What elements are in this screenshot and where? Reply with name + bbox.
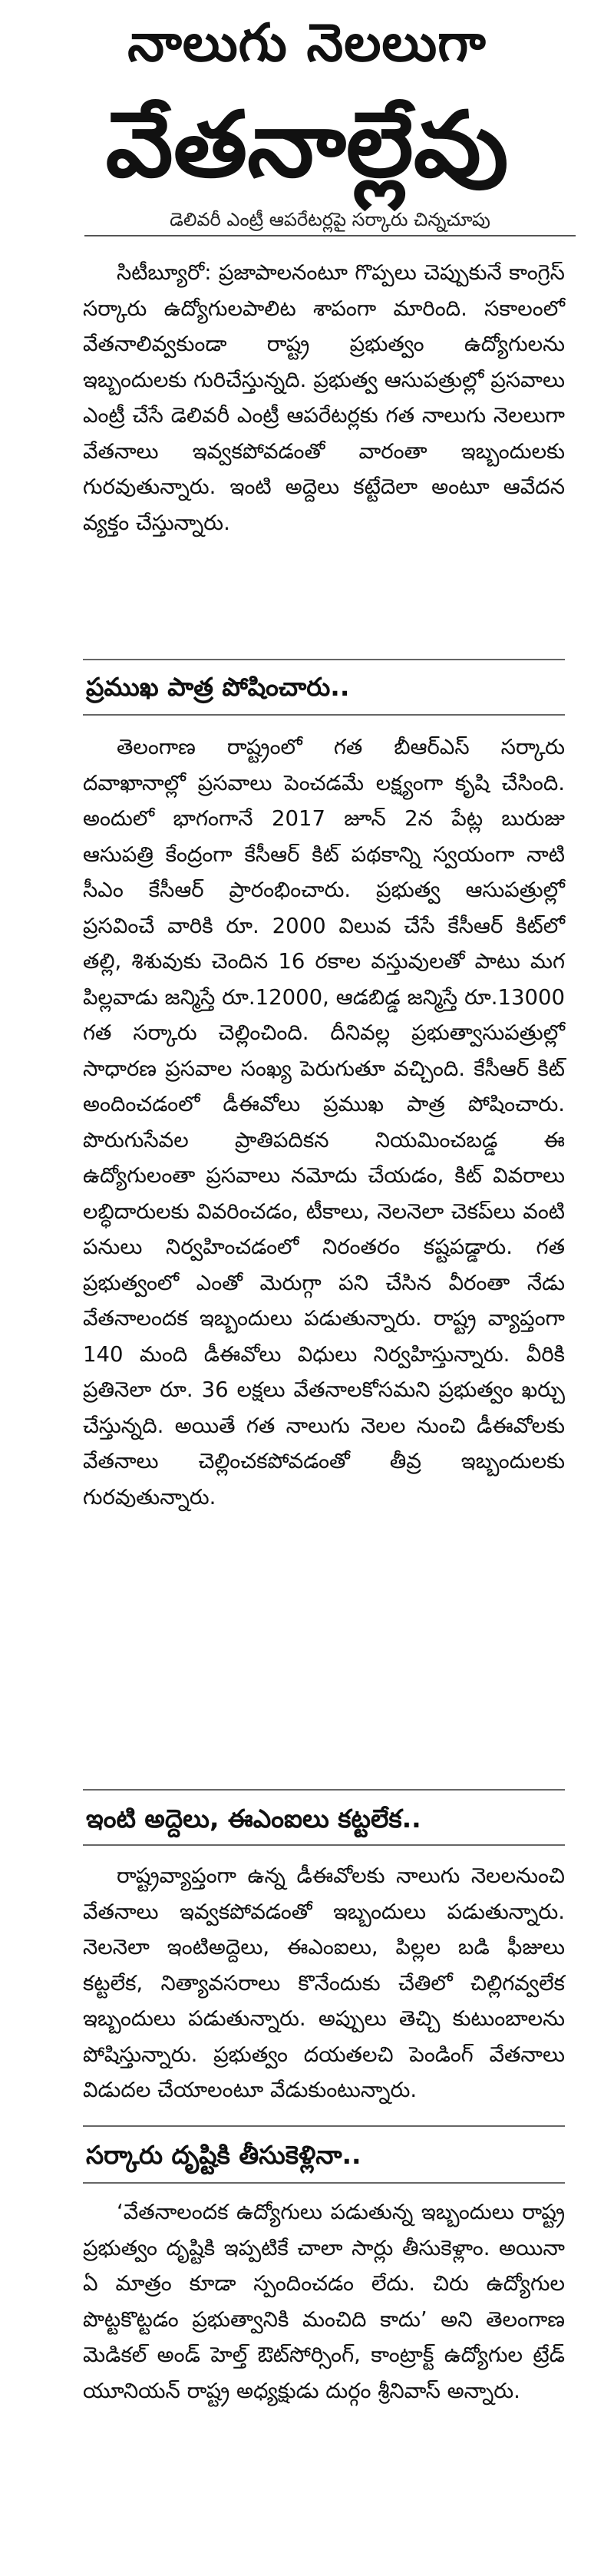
subhead-3: సర్కారు దృష్టికి తీసుకెళ్లినా.. — [86, 2140, 361, 2170]
headline-kicker: నాలుగు నెలలుగా — [127, 13, 487, 74]
subhead-divider-bottom — [83, 714, 565, 716]
subhead-divider-top — [83, 659, 565, 660]
body-paragraph-3: రాష్ట్రవ్యాప్తంగా ఉన్న డీఈవోలకు నాలుగు నెలలనుంచి వేతనాలు ఇవ్వకపోవడంతో ఇబ్బందులు పడుతున్నారు. నెలనెలా ఇంటిఅద్దెలు, ఈఎంఐలు, పిల్లల బడి ఫీజులు కట్టలేక, నిత్యావసరాలు కొనేందుకు చేతిలో చిల్లిగవ్వలేక ఇబ్బందులు పడుతున్నారు. అప్పులు తెచ్చి కుటుంబాలను పోషిస్తున్నారు. ప్రభుత్వం దయతలచి పెండింగ్ వేతనాలు విడుదల చేయాలంటూ వేడుకుంటున్నారు. — [83, 1863, 565, 2102]
body-paragraph-2: తెలంగాణ రాష్ట్రంలో గత బీఆర్ఎస్ సర్కారు దవాఖానాల్లో ప్రసవాలు పెంచడమే లక్ష్యంగా కృషి చేసింది. అందులో భాగంగానే 2017 జూన్ 2న పేట్ల బురుజు ఆసుపత్రి కేంద్రంగా కేసీఆర్ కిట్ పథకాన్ని స్వయంగా నాటి సీఎం కేసీఆర్ ప్రారంభించారు. ప్రభుత్వ ఆసుపత్రుల్లో ప్రసవించే వారికి రూ. 2000 విలువ చేసే కేసీఆర్ కిట్‌లో తల్లి, శిశువుకు చెందిన 16 రకాల వస్తువులతో పాటు మగ పిల్లవాడు జన్మిస్తే రూ.12000, ఆడబిడ్డ జన్మిస్తే రూ.13000 గత సర్కారు చెల్లించింది. దీనివల్ల ప్రభుత్వాసుపత్రుల్లో సాధారణ ప్రసవాల సంఖ్య పెరుగుతూ వచ్చింది. కేసీఆర్ కిట్ అందించడంలో డీఈవోలు ప్రముఖ పాత్ర పోషించారు. పొరుగుసేవల ప్రాతిపదికన నియమించబడ్డ ఈ ఉద్యోగులంతా ప్రసవాలు నమోదు చేయడం, కిట్ వివరాలు లబ్ధిదారులకు వివరించడం, టీకాలు, నెలనెలా చెకప్‌లు వంటి పనులు నిర్వహించడంలో నిరంతరం కష్టపడ్డారు. గత ప్రభుత్వంలో ఎంతో మెరుగ్గా పని చేసిన వీరంతా నేడు వేతనాలందక ఇబ్బందులు పడుతున్నారు. రాష్ట్ర వ్యాప్తంగా 140 మంది డీఈవోలు విధులు నిర్వహిస్తున్నారు. వీరికి ప్రతినెలా రూ. 36 లక్షలు వేతనాలకోసమని ప్రభుత్వం ఖర్చు చేస్తున్నది. అయితే గత నాలుగు నెలల నుంచి డీఈవోలకు వేతనాలు చెల్లించకపోవడంతో తీవ్ర ఇబ్బందులకు గురవుతున్నారు. — [83, 735, 565, 1510]
deck-line: డెలివరీ ఎంట్రీ ఆపరేటర్లపై సర్కారు చిన్నచూపు — [170, 209, 490, 230]
subhead-divider-bottom — [83, 1844, 565, 1846]
subhead-2: ఇంటి అద్దెలు, ఈఎంఐలు కట్టలేక.. — [86, 1804, 421, 1834]
subhead-divider-top — [83, 1789, 565, 1791]
subhead-divider-top — [83, 2125, 565, 2127]
main-headline: వేతనాల్లేవు — [105, 91, 509, 197]
body-paragraph-4: ‘వేతనాలందక ఉద్యోగులు పడుతున్న ఇబ్బందులు రాష్ట్ర ప్రభుత్వం దృష్టికి ఇప్పటికే చాలా సార్లు తీసుకెళ్లాం. అయినా ఏ మాత్రం కూడా స్పందించడం లేదు. చిరు ఉద్యోగుల పొట్టకొట్టడం ప్రభుత్వానికి మంచిది కాదు’ అని తెలంగాణ మెడికల్ అండ్ హెల్త్ ఔట్‌సోర్సింగ్, కాంట్రాక్ట్ ఉద్యోగుల ట్రేడ్ యూనియన్ రాష్ట్ర అధ్యక్షుడు దుర్గం శ్రీనివాస్ అన్నారు. — [83, 2200, 565, 2403]
subhead-1: ప్రముఖ పాత్ర పోషించారు.. — [86, 672, 350, 702]
body-paragraph-1: సిటీబ్యూరో: ప్రజాపాలనంటూ గొప్పలు చెప్పుకునే కాంగ్రెస్ సర్కారు ఉద్యోగులపాలిట శాపంగా మారింది. సకాలంలో వేతనాలివ్వకుండా రాష్ట్ర ప్రభుత్వం ఉద్యోగులను ఇబ్బందులకు గురిచేస్తున్నది. ప్రభుత్వ ఆసుపత్రుల్లో ప్రసవాలు ఎంట్రీ చేసే డెలివరీ ఎంట్రీ ఆపరేటర్లకు గత నాలుగు నెలలుగా వేతనాలు ఇవ్వకపోవడంతో వారంతా ఇబ్బందులకు గురవుతున్నారు. ఇంటి అద్దెలు కట్టేదెలా అంటూ ఆవేదన వ్యక్తం చేస్తున్నారు. — [83, 260, 565, 535]
subhead-divider-bottom — [83, 2182, 565, 2184]
deck-divider — [84, 235, 576, 236]
